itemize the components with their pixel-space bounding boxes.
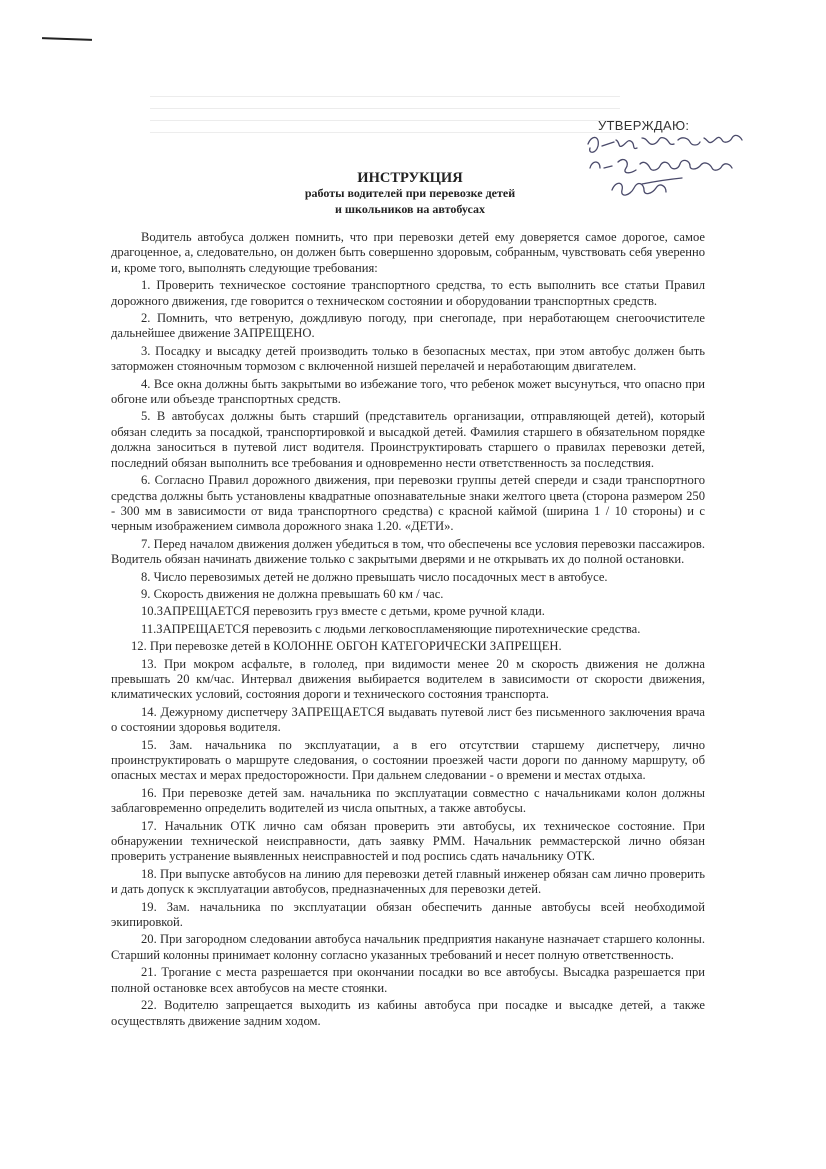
instruction-item: 11.ЗАПРЕЩАЕТСЯ перевозить с людьми легковоспламеняющие пиротехнические средства. bbox=[141, 621, 641, 636]
instruction-item: 15. Зам. начальника по эксплуатации, а в его отсутствии старшему диспетчеру, лично проинструктировать о маршруте следования, о состоянии проезжей части дороги по данному маршруту, об опасных местах и мерах предосторожности. При дальнем следовании - о времени и местах отдыха. bbox=[111, 737, 705, 783]
instruction-item: 16. При перевозке детей зам. начальника по эксплуатации совместно с начальниками колон должны заблаговременно определить водителей из числа опытных, а также автобусы. bbox=[111, 785, 705, 816]
document-subtitle-line2: и школьников на автобусах bbox=[335, 202, 485, 216]
instruction-item: 20. При загородном следовании автобуса начальник предприятия накануне назначает старшего колонны. Старший колонны принимает колонну согласно указанных требований и несет полную ответственность. bbox=[111, 932, 705, 962]
instruction-item: 5. В автобусах должны быть старший (представитель организации, отправляющей детей), который обязан следить за посадкой, транспортировкой и высадкой детей. Фамилия старшего в обязательном порядке должна заноситься в путевой лист водителя. Проинструктировать старшего о правилах перевозки детей, последний обязан выполнить все требования и одновременно нести ответственность за последствия. bbox=[111, 409, 705, 470]
instruction-item: 3. Посадку и высадку детей производить только в безопасных местах, при этом автобус должен быть заторможен стояночным тормозом с включенной низшей перелачей и неработающим двигателем. bbox=[111, 343, 705, 374]
instruction-item: 12. При перевозке детей в КОЛОННЕ ОБГОН КАТЕГОРИЧЕСКИ ЗАПРЕЩЕН. bbox=[131, 639, 562, 654]
approval-heading: УТВЕРЖДАЮ: bbox=[598, 118, 690, 133]
instruction-item: 18. При выпуске автобусов на линию для перевозки детей главный инженер обязан сам лично проверить и дать допуск к эксплуатации автобусов, предназначенных для перевозки детей. bbox=[111, 866, 705, 897]
instruction-item: 22. Водителю запрещается выходить из кабины автобуса при посадке и высадке детей, а также осуществлять движение задним ходом. bbox=[111, 998, 705, 1028]
instruction-body bbox=[111, 230, 705, 1031]
instruction-item: 4. Все окна должны быть закрытыми во избежание того, что ребенок может высунуться, что опасно при обгоне или объезде транспортных средств. bbox=[111, 376, 705, 407]
instruction-item: 10.ЗАПРЕЩАЕТСЯ перевозить груз вместе с детьми, кроме ручной клади. bbox=[141, 604, 545, 619]
instruction-item: 7. Перед началом движения должен убедиться в том, что обеспечены все условия перевозки пассажиров. Водитель обязан начинать движение только с закрытыми дверями и не открывать их до полной остановки. bbox=[111, 536, 705, 567]
handwritten-signature bbox=[582, 124, 782, 204]
bleed-through-lines bbox=[150, 96, 620, 146]
instruction-item: 21. Трогание с места разрешается при окончании посадки во все автобусы. Высадка разрешается при полной остановке всех автобусов на месте стоянки. bbox=[111, 965, 705, 995]
instruction-item: 8. Число перевозимых детей не должно превышать число посадочных мест в автобусе. bbox=[141, 569, 608, 584]
document-subtitle-line1: работы водителей при перевозке детей bbox=[304, 186, 516, 200]
instruction-item: 9. Скорость движения не должна превышать 60 км / час. bbox=[141, 586, 444, 601]
document-title: ИНСТРУКЦИЯ bbox=[357, 170, 463, 186]
pen-mark bbox=[42, 37, 92, 41]
instruction-item: 13. При мокром асфальте, в гололед, при видимости менее 20 м скорость движения не должна превышать 20 км/час. Интервал движения выбирается водителем в зависимости от скорости движения, климатических условий, состояния дороги и технического состояния транспорта. bbox=[111, 656, 705, 702]
instruction-item: 2. Помнить, что ветреную, дождливую погоду, при снегопаде, при неработающем снегоочистителе дальнейшее движение ЗАПРЕЩЕНО. bbox=[111, 311, 705, 341]
instruction-item: 1. Проверить техническое состояние транспортного средства, то есть выполнить все статьи Правил дорожного движения, где говорится о техническом состоянии и оборудовании транспортных средств. bbox=[111, 278, 705, 308]
intro-paragraph: Водитель автобуса должен помнить, что при перевозки детей ему доверяется самое дорогое, самое драгоценное, а, следовательно, он должен быть совершенно здоровым, собранным, чувствовать себя уверенно и, кроме того, выполнять следующие требования: bbox=[111, 230, 705, 275]
instruction-item: 19. Зам. начальника по эксплуатации обязан обеспечить данные автобусы всей необходимой экипировкой. bbox=[111, 899, 705, 930]
instruction-item: 6. Согласно Правил дорожного движения, при перевозки группы детей спереди и сзади транспортного средства должны быть установлены квадратные опознавательные знаки желтого цвета (сторона размером 250 - 300 мм в зависимости от вида транспортного средства) с красной каймой (ширина 1 / 10 стороны) и с черным изображением символа дорожного знака 1.20. «ДЕТИ». bbox=[111, 473, 705, 534]
instruction-item: 14. Дежурному диспетчеру ЗАПРЕЩАЕТСЯ выдавать путевой лист без письменного заключения врача о состоянии здоровья водителя. bbox=[111, 704, 705, 735]
instruction-item: 17. Начальник ОТК лично сам обязан проверить эти автобусы, их техническое состояние. При обнаружении технической неисправности, дать заявку РММ. Начальник реммастерской лично обязан проверить устранение выявленных неисправностей и под роспись сдать начальнику ОТК. bbox=[111, 818, 705, 864]
